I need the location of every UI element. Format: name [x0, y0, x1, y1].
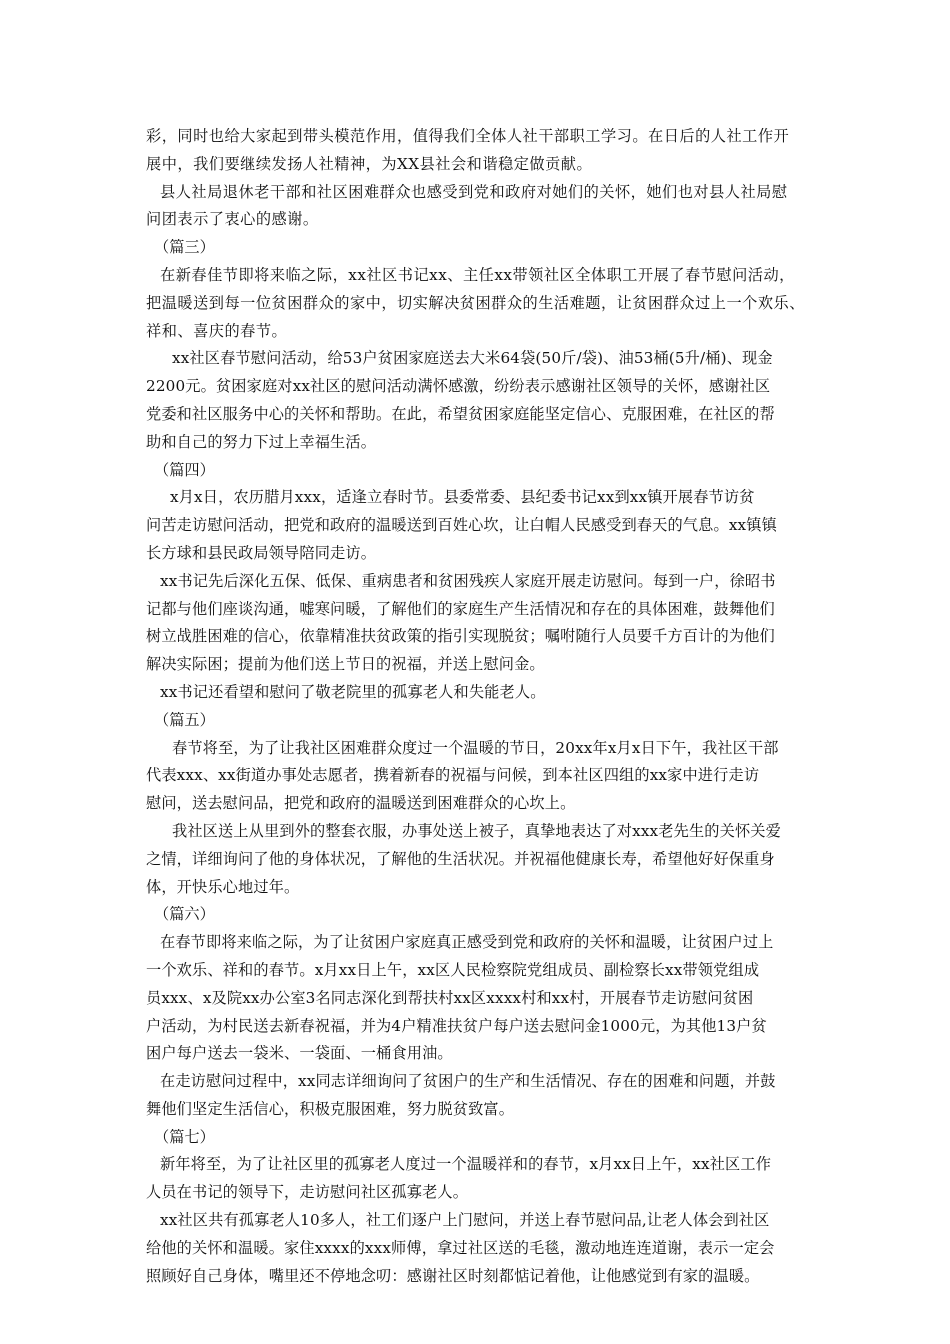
text-line: 树立战胜困难的信心，依靠精准扶贫政策的指引实现脱贫；嘱咐随行人员要千方百计的为他们	[146, 627, 775, 646]
text-line: 我社区送上从里到外的整套衣服，办事处送上被子，真挚地表达了对xxx老先生的关怀关爱	[172, 821, 781, 840]
section-heading-7	[146, 1124, 814, 1152]
text-line: 长方球和县民政局领导陪同走访。	[146, 543, 377, 562]
paragraph-4	[146, 345, 814, 456]
text-line: xx书记还看望和慰问了敬老院里的孤寡老人和失能老人。	[160, 682, 546, 701]
heading-text: （篇五）	[154, 710, 215, 729]
text-line: 问团表示了衷心的感谢。	[146, 210, 319, 229]
paragraph-12	[146, 1151, 814, 1207]
text-line: 人员在书记的领导下，走访慰问社区孤寡老人。	[146, 1183, 469, 1202]
paragraph-1	[146, 123, 814, 179]
text-line: 解决实际困；提前为他们送上节日的祝福，并送上慰问金。	[146, 655, 545, 674]
text-line: 困户每户送去一袋米、一袋面、一桶食用油。	[146, 1044, 453, 1063]
text-line: xx社区共有孤寡老人10多人，社工们逐户上门慰问，并送上春节慰问品,让老人体会到社区	[160, 1211, 770, 1230]
text-line: 助和自己的努力下过上幸福生活。	[146, 432, 377, 451]
text-line: 在春节即将来临之际，为了让贫困户家庭真正感受到党和政府的关怀和温暖，让贫困户过上	[160, 933, 774, 952]
text-line: 县人社局退休老干部和社区困难群众也感受到党和政府对她们的关怀，她们也对县人社局慰	[160, 182, 788, 201]
text-line: 春节将至，为了让我社区困难群众度过一个温暖的节日，20xx年x月x日下午，我社区干部	[172, 738, 779, 757]
text-line: 舞他们坚定生活信心，积极克服困难，努力脱贫致富。	[146, 1099, 515, 1118]
section-heading-5	[146, 707, 814, 735]
paragraph-13	[146, 1207, 814, 1290]
section-heading-6	[146, 901, 814, 929]
text-line: 户活动，为村民送去新春祝福，并为4户精准扶贫户每户送去慰问金1000元，为其他13户贫	[146, 1016, 767, 1035]
text-line: 彩，同时也给大家起到带头模范作用，值得我们全体人社干部职工学习。在日后的人社工作开	[146, 127, 790, 145]
paragraph-11	[146, 1068, 814, 1124]
text-line: 把温暖送到每一位贫困群众的家中，切实解决贫困群众的生活难题，让贫困群众过上一个欢乐、	[146, 293, 805, 312]
paragraph-10	[146, 929, 814, 1068]
text-line: 体，开快乐心地过年。	[146, 877, 300, 896]
heading-text: （篇七）	[154, 1127, 215, 1146]
heading-text: （篇四）	[154, 460, 215, 479]
paragraph-9	[146, 818, 814, 901]
section-heading-3	[146, 234, 814, 262]
paragraph-2	[146, 179, 814, 235]
text-line: 之情，详细询问了他的身体状况，了解他的生活状况。并祝福他健康长寿，希望他好好保重身	[146, 849, 775, 868]
text-line: 员xxx、x及院xx办公室3名同志深化到帮扶村xx区xxxx村和xx村，开展春节走访慰问贫困	[146, 988, 754, 1007]
text-line: 一个欢乐、祥和的春节。x月xx日上午，xx区人民检察院党组成员、副检察长xx带领党组成	[146, 960, 760, 979]
text-line: 记都与他们座谈沟通，嘘寒问暖，了解他们的家庭生产生活情况和存在的具体困难，鼓舞他们	[146, 599, 775, 618]
paragraph-6	[146, 568, 814, 679]
text-line: 问苦走访慰问活动，把党和政府的温暖送到百姓心坎，让白帽人民感受到春天的气息。xx镇镇	[146, 516, 777, 535]
document-body	[146, 123, 814, 1290]
paragraph-3	[146, 262, 814, 345]
text-line: x月x日，农历腊月xxx，适逢立春时节。县委常委、县纪委书记xx到xx镇开展春节访贫	[170, 488, 755, 507]
text-line: 照顾好自己身体，嘴里还不停地念叨：感谢社区时刻都惦记着他，让他感觉到有家的温暖。	[146, 1266, 760, 1285]
text-line: 展中，我们要继续发扬人社精神，为XX县社会和谐稳定做贡献。	[146, 154, 593, 173]
text-line: 祥和、喜庆的春节。	[146, 321, 288, 340]
text-line: 代表xxx、xx街道办事处志愿者，携着新春的祝福与问候，到本社区四组的xx家中进行走访	[146, 766, 760, 785]
text-line: 慰问，送去慰问品，把党和政府的温暖送到困难群众的心坎上。	[146, 794, 576, 813]
text-line: 在新春佳节即将来临之际，xx社区书记xx、主任xx带领社区全体职工开展了春节慰问活动，	[160, 265, 795, 284]
text-line: 给他的关怀和温暖。家住xxxx的xxx师傅，拿过社区送的毛毯，激动地连连道谢，表示一定会	[146, 1238, 775, 1257]
text-line: xx书记先后深化五保、低保、重病患者和贫困残疾人家庭开展走访慰问。每到一户，徐昭书	[160, 571, 776, 590]
text-line: xx社区春节慰问活动，给53户贫困家庭送去大米64袋(50斤/袋)、油53桶(5升/桶)、现金	[172, 349, 773, 368]
paragraph-7	[146, 679, 814, 707]
heading-text: （篇六）	[154, 905, 215, 924]
section-heading-4	[146, 457, 814, 485]
text-line: 新年将至，为了让社区里的孤寡老人度过一个温暖祥和的春节，x月xx日上午，xx社区工作	[160, 1155, 772, 1174]
text-line: 在走访慰问过程中，xx同志详细询问了贫困户的生产和生活情况、存在的困难和问题，并鼓	[160, 1072, 776, 1091]
heading-text: （篇三）	[154, 238, 215, 257]
text-line: 党委和社区服务中心的关怀和帮助。在此，希望贫困家庭能坚定信心、克服困难，在社区的帮	[146, 404, 775, 423]
paragraph-5	[146, 484, 814, 567]
text-line: 2200元。贫困家庭对xx社区的慰问活动满怀感激，纷纷表示感谢社区领导的关怀，感谢社区	[146, 377, 771, 396]
paragraph-8	[146, 735, 814, 818]
